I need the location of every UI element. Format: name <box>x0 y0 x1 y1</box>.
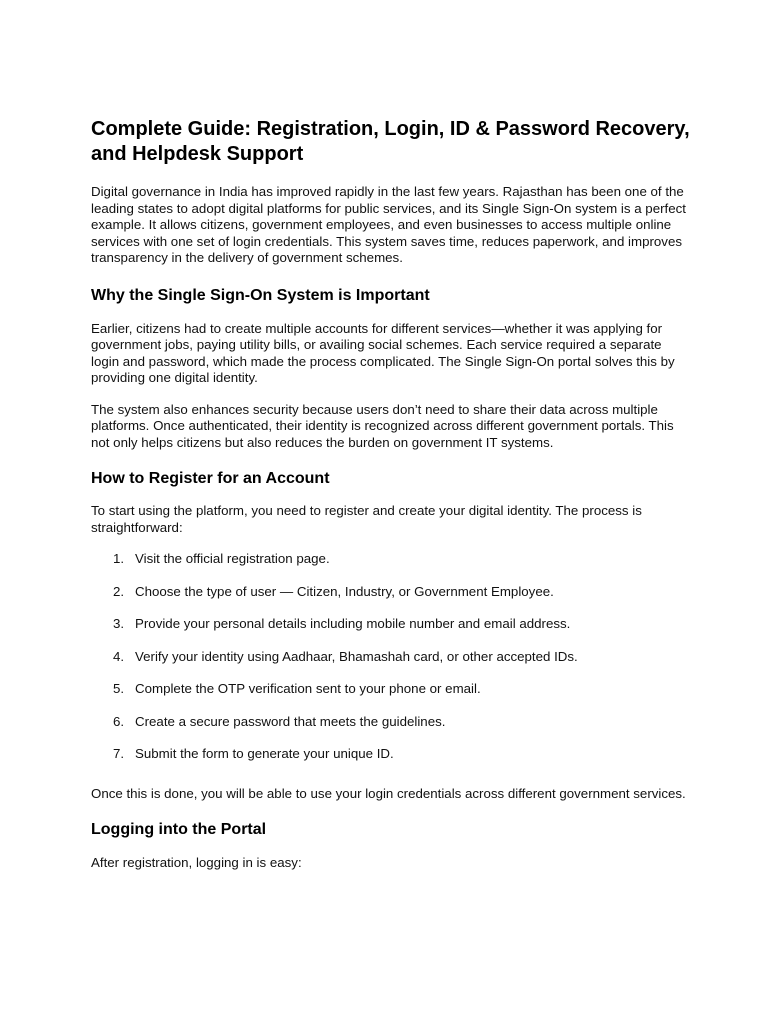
list-item <box>91 616 691 633</box>
list-item <box>91 746 691 763</box>
list-item-number: 1. <box>113 551 125 566</box>
list-item <box>91 584 691 601</box>
list-item-number: 3. <box>113 616 125 631</box>
register-outro-paragraph: Once this is done, you will be able to use your login credentials across different government services. <box>91 785 686 801</box>
intro-paragraph: Digital governance in India has improved rapidly in the last few years. Rajasthan has been one of the leading states to adopt digital platforms for public services, and its Single Sign-On system is a perfect example. It allows citizens, government employees, and even businesses to access multiple online services with one set of login credentials. This system saves time, reduces paperwork, and improves transparency in the delivery of government schemes. <box>91 184 686 265</box>
list-item-number: 5. <box>113 681 125 696</box>
list-item-text: Visit the official registration page. <box>135 551 330 566</box>
section-heading-why: Why the Single Sign-On System is Important <box>91 286 430 304</box>
list-item-text: Verify your identity using Aadhaar, Bhamashah card, or other accepted IDs. <box>135 648 578 664</box>
document-page <box>91 117 691 872</box>
page-title: Complete Guide: Registration, Login, ID & Password Recovery, and Helpdesk Support <box>91 118 690 165</box>
list-item-text: Provide your personal details including mobile number and email address. <box>135 616 571 631</box>
list-item <box>91 681 691 698</box>
login-intro-paragraph: After registration, logging in is easy: <box>91 855 302 870</box>
list-item-text: Choose the type of user — Citizen, Industry, or Government Employee. <box>135 583 554 599</box>
why-paragraph-1: Earlier, citizens had to create multiple accounts for different services—whether it was applying for government jobs, paying utility bills, or availing social schemes. Each service required a separate login and password, which made the process complicated. The Single Sign-On portal solves this by providing one digital identity. <box>91 320 675 385</box>
register-intro-paragraph: To start using the platform, you need to register and create your digital identity. The process is straightforward: <box>91 503 642 535</box>
list-item <box>91 714 691 731</box>
section-heading-login: Logging into the Portal <box>91 821 267 838</box>
section-heading-register: How to Register for an Account <box>91 470 330 487</box>
list-item-number: 7. <box>113 746 125 761</box>
registration-steps-list <box>91 551 691 763</box>
list-item-text: Create a secure password that meets the guidelines. <box>135 713 446 729</box>
list-item <box>91 551 691 568</box>
list-item-text: Complete the OTP verification sent to your phone or email. <box>135 681 481 696</box>
list-item-text: Submit the form to generate your unique ID. <box>135 746 394 761</box>
list-item-number: 6. <box>113 713 125 729</box>
why-paragraph-2: The system also enhances security because users don’t need to share their data across multiple platforms. Once authenticated, their identity is recognized across different government portals. This not only helps citizens but also reduces the burden on government IT systems. <box>91 401 674 450</box>
list-item <box>91 649 691 666</box>
list-item-number: 2. <box>113 583 125 599</box>
list-item-number: 4. <box>113 648 125 664</box>
